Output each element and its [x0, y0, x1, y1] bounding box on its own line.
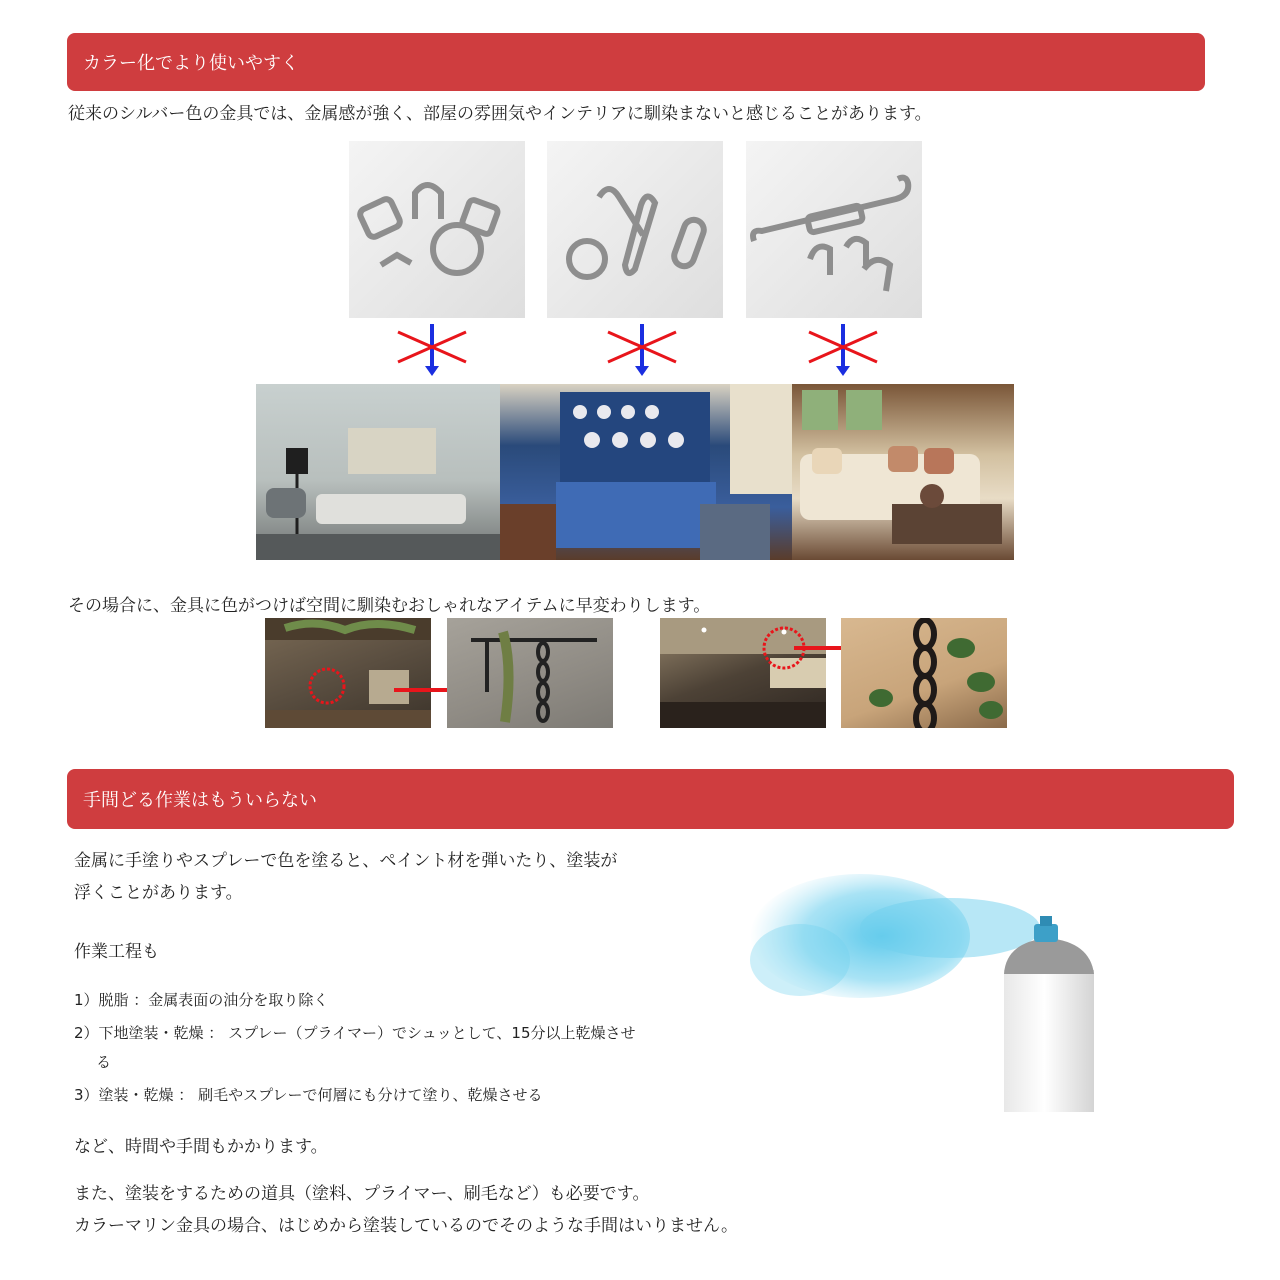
photo-colored-hook-plant — [447, 618, 613, 728]
crossed-arrow-icon-3 — [805, 322, 881, 378]
process-step-1: 1）脱脂 ：金属表面の油分を取り除く — [74, 991, 329, 1009]
hardware-photo-snap-hooks — [547, 141, 723, 318]
process-step-2: 2）下地塗装・乾燥 ： スプレー（プライマー）でシュッとして、15分以上乾燥させ — [74, 1024, 636, 1042]
paragraph-tools-line1: また、塗装をするための道具（塗料、プライマー、刷毛など）も必要です。 — [74, 1184, 650, 1204]
process-step-2-wrap: る — [96, 1053, 112, 1071]
interior-photo-modern-living — [256, 384, 500, 560]
paragraph-paint-issue-line2: 浮くことがあります。 — [74, 883, 243, 903]
crossed-arrow-icon-2 — [604, 322, 680, 378]
section-heading-text: カラー化でより使いやすく — [83, 53, 299, 74]
crossed-arrow-icon-1 — [394, 322, 470, 378]
section-heading-text: 手間どる作業はもういらない — [83, 790, 317, 811]
paragraph-time-cost: など、時間や手間もかかります。 — [74, 1137, 328, 1157]
section-heading-colorization — [67, 33, 1205, 91]
interior-photo-blue-cupboard — [500, 384, 792, 560]
followup-text: その場合に、金具に色がつけば空間に馴染むおしゃれなアイテムに早変わりします。 — [68, 596, 711, 616]
paragraph-paint-issue-line1: 金属に手塗りやスプレーで色を塗ると、ペイント材を弾いたり、塗装が — [74, 851, 618, 871]
hardware-photo-turnbuckle-shackles — [746, 141, 922, 318]
paragraph-tools-line2: カラーマリン金具の場合、はじめから塗装しているのでそのような手間はいりません。 — [74, 1216, 739, 1236]
section-heading-no-hassle — [67, 769, 1234, 829]
hardware-photo-eyes-rings — [349, 141, 525, 318]
photo-colored-chain-ivy — [841, 618, 1007, 728]
cafe-photo-hook-circled — [265, 618, 431, 728]
interior-photo-classic-sofa — [792, 384, 1014, 560]
process-step-3: 3）塗装・乾燥 ： 刷毛やスプレーで何層にも分けて塗り、乾燥させる — [74, 1086, 543, 1104]
spray-can-illustration — [740, 850, 1120, 1120]
intro-text: 従来のシルバー色の金具では、金属感が強く、部屋の雰囲気やインテリアに馴染まないと感じることがあります。 — [68, 104, 932, 124]
process-title: 作業工程も — [74, 942, 159, 962]
